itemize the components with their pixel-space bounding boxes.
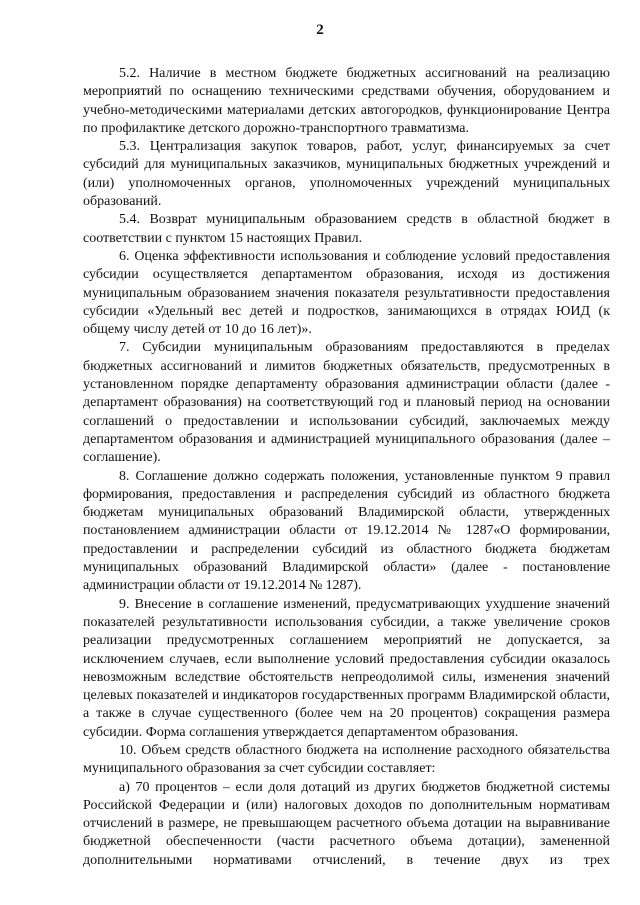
paragraph-9: 9. Внесение в соглашение изменений, предусматривающих ухудшение значений показателей результативности использования субсидии, а также увеличение сроков реализации предусмотренных соглашением мероприятий не допускается, за исключением случаев, если выполнение условий предоставления субсидии оказалось невозможным вследствие обстоятельств непреодолимой силы, изменения значений целевых показателей и индикаторов государственных программ Владимирской области, а также в случае существенного (более чем на 20 процентов) сокращения размера субсидии. Форма соглашения утверждается департаментом образования. <box>83 596 610 740</box>
paragraph-6: 6. Оценка эффективности использования и соблюдение условий предоставления субсидии осуществляется департаментом образования, исходя из достижения муниципальным образованием значения показателя результативности предоставления субсидии «Удельный вес детей и подростков, занимающихся в отрядах ЮИД (к общему числу детей от 10 до 16 лет)». <box>83 248 610 338</box>
paragraph-5-3: 5.3. Централизация закупок товаров, работ, услуг, финансируемых за счет субсидий для муниципальных заказчиков, муниципальных бюджетных учреждений и (или) уполномоченных органов, уполномоченных учреждений муниципальных образований. <box>83 139 610 210</box>
paragraph-8: 8. Соглашение должно содержать положения, установленные пунктом 9 правил формирования, предоставления и распределения субсидий из областного бюджета бюджетам муниципальных образований Владимирской области, утвержденных постановлением администрации области от 19.12.2014 № 1287«О формировании, предоставлении и распределении субсидий из областного бюджета бюджетам муниципальных образований Владимирской области» (далее - постановление администрации области от 19.12.2014 № 1287). <box>83 468 610 594</box>
paragraph-5-4: 5.4. Возврат муниципальным образованием средств в областной бюджет в соответствии с пунктом 15 настоящих Правил. <box>83 212 610 246</box>
paragraph-10-a: а) 70 процентов – если доля дотаций из других бюджетов бюджетной системы Российской Федерации и (или) налоговых доходов по дополнительным нормативам отчислений в размере, не превышающем расчетного объема дотации на выравнивание бюджетной обеспеченности (части расчетного объема дотации), замененной дополнительными нормативами отчислений, в течение двух из трех <box>83 779 610 868</box>
paragraph-5-2: 5.2. Наличие в местном бюджете бюджетных ассигнований на реализацию мероприятий по оснащению техническими средствами обучения, оборудованием и учебно-методическими материалами детских автогородков, функционирование Центра по профилактике детского дорожно-транспортного травматизма. <box>83 66 610 136</box>
paragraph-10: 10. Объем средств областного бюджета на исполнение расходного обязательства муниципального образования за счет субсидии составляет: <box>83 742 610 777</box>
document-body <box>83 65 610 870</box>
paragraph-7: 7. Субсидии муниципальным образованиям предоставляются в пределах бюджетных ассигнований и лимитов бюджетных обязательств, предусмотренных в установленном порядке департаменту образования администрации области (далее - департамент образования) на соответствующий год и плановый период на основании соглашений о предоставлении и использовании субсидий, заключаемых между департаментом образования и администрацией муниципального образования (далее – соглашение). <box>83 340 610 466</box>
page-number: 2 <box>316 22 324 38</box>
